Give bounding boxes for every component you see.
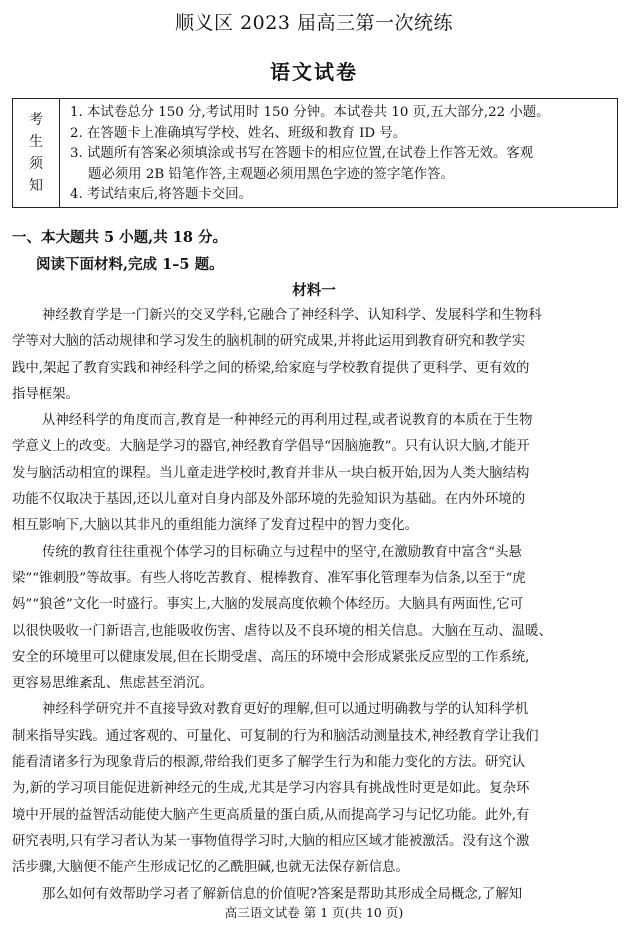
- notice-label-char: 考: [29, 112, 43, 128]
- body-line: 指导框架。: [12, 386, 79, 402]
- body-line: 学等对大脑的活动规律和学习发生的脑机制的研究成果,并将此运用到教育研究和教学实: [12, 334, 526, 350]
- body-line: 传统的教育往往重视个体学习的目标确立与过程中的坚守,在激励教育中富含“头悬: [42, 544, 522, 560]
- body-line: 制来指导实践。通过客观的、可量化、可复制的行为和脑活动测量技术,神经教育学让我们: [12, 728, 539, 744]
- notice-label: [13, 99, 60, 207]
- body-line: 安全的环境里可以健康发展,但在长期受虐、高压的环境中会形成紧张反应型的工作系统,: [12, 649, 530, 665]
- body-line: 神经科学研究并不直接导致对教育更好的理解,但可以通过明确教与学的认知科学机: [42, 702, 529, 718]
- body-line: 更容易思维紊乱、焦虑甚至消沉。: [12, 676, 213, 692]
- body-line: 能看清诸多行为现象背后的根源,带给我们更多了解学生行为和能力变化的方法。研究认: [12, 755, 526, 771]
- notice-item: 3. 试题所有答案必须填涂或书写在答题卡的相应位置,在试卷上作答无效。客观: [70, 146, 534, 161]
- candidate-notice-box: [12, 98, 618, 208]
- body-line: 学意义上的改变。大脑是学习的器官,神经教育学倡导“因脑施教”。只有认识大脑,才能开: [12, 439, 530, 455]
- section-heading: 一、本大题共 5 小题,共 18 分。: [12, 229, 228, 246]
- reading-instruction: 阅读下面材料,完成 1–5 题。: [36, 256, 224, 273]
- body-line: 梁”“锥刺股”等故事。有些人将吃苦教育、棍棒教育、准军事化管理奉为信条,以至于“虎: [12, 570, 526, 586]
- notice-item: 4. 考试结束后,将答题卡交回。: [70, 187, 252, 202]
- material-title: 材料一: [292, 282, 336, 299]
- body-line: 发与脑活动相宜的课程。当儿童走进学校时,教育并非从一块白板开始,因为人类大脑结构: [12, 465, 530, 481]
- notice-item: 2. 在答题卡上准确填写学校、姓名、班级和教育 ID 号。: [70, 125, 407, 141]
- body-line: 相互影响下,大脑以其非凡的重组能力演绎了发育过程中的智力变化。: [12, 518, 418, 534]
- notice-label-char: 生: [29, 134, 43, 150]
- body-line: 那么如何有效帮助学习者了解新信息的价值呢?答案是帮助其形成全局概念,了解知: [42, 886, 523, 902]
- exam-title: 顺义区 2023 届高三第一次统练: [175, 12, 453, 34]
- body-line: 以很快吸收一门新语言,也能吸收伤害、虐待以及不良环境的相关信息。大脑在互动、温暖、: [12, 623, 552, 639]
- body-line: 践中,架起了教育实践和神经科学之间的桥梁,给家庭与学校教育提供了更科学、更有效的: [12, 360, 530, 376]
- body-line: 活步骤,大脑便不能产生形成记忆的乙酰胆碱,也就无法保存新信息。: [12, 860, 409, 876]
- notice-list: [60, 99, 617, 207]
- body-line: 研究表明,只有学习者认为某一事物值得学习时,大脑的相应区域才能被激活。没有这个激: [12, 833, 530, 849]
- body-line: 从神经科学的角度而言,教育是一种神经元的再利用过程,或者说教育的本质在于生物: [42, 413, 533, 429]
- body-line: 神经教育学是一门新兴的交叉学科,它融合了神经科学、认知科学、发展科学和生物科: [42, 308, 542, 323]
- body-line: 为,新的学习项目能促进新神经元的生成,尤其是学习内容具有挑战性时更是如此。复杂环: [12, 781, 530, 797]
- notice-label-char: 知: [29, 178, 43, 194]
- exam-subtitle: 语文试卷: [270, 60, 358, 84]
- body-line: 妈”“狼爸”文化一时盛行。事实上,大脑的发展高度依赖个体经历。大脑具有两面性,它可: [12, 597, 524, 613]
- body-line: 功能不仅取决于基因,还以儿童对自身内部及外部环境的先验知识为基础。在内外环境的: [12, 492, 526, 508]
- notice-item: 1. 本试卷总分 150 分,考试用时 150 分钟。本试卷共 10 页,五大部分,22 小题。: [70, 105, 550, 120]
- notice-label-char: 须: [29, 156, 43, 172]
- page-footer: 高三语文试卷 第 1 页(共 10 页): [224, 905, 404, 920]
- body-line: 境中开展的益智活动能使大脑产生更高质量的蛋白质,从而提高学习与记忆功能。此外,有: [12, 807, 530, 823]
- notice-item: 题必须用 2B 铅笔作答,主观题必须用黑色字迹的签字笔作答。: [88, 166, 454, 182]
- material-body: [12, 303, 616, 908]
